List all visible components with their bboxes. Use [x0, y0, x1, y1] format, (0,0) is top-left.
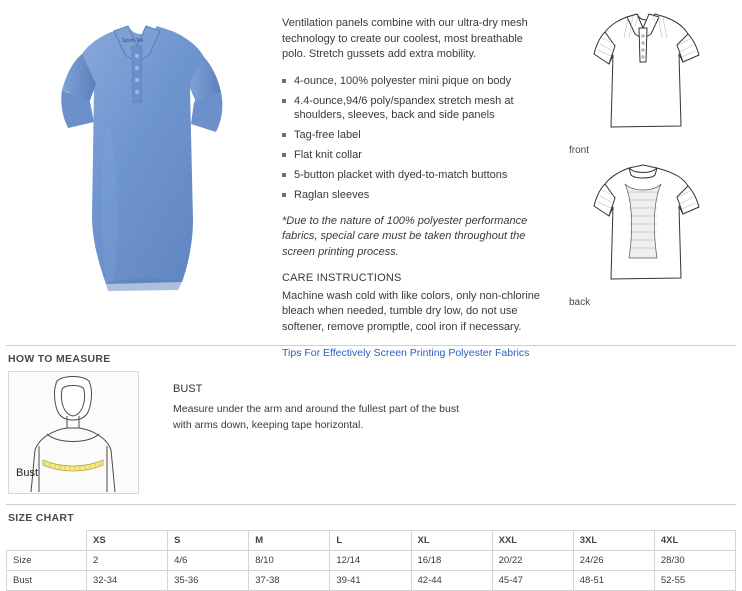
description-intro: Ventilation panels combine with our ultra-dry mesh technology to create our coolest, most breathable polo. Stretch gussets add extra mobility.	[282, 17, 528, 60]
back-sketch-caption: back	[569, 297, 591, 308]
column-header-s: S	[168, 531, 249, 551]
column-header-xl: XL	[411, 531, 492, 551]
care-instructions-heading: CARE INSTRUCTIONS	[282, 272, 402, 284]
cell-size-l: 12/14	[330, 551, 411, 571]
measure-heading: BUST	[173, 383, 203, 395]
feature-item: Tag-free label	[282, 128, 547, 142]
product-description	[282, 6, 547, 359]
column-header-xs: XS	[87, 531, 168, 551]
cell-bust-l: 39-41	[330, 571, 411, 591]
cell-bust-xl: 42-44	[411, 571, 492, 591]
bust-figure-label: Bust	[16, 467, 39, 479]
cell-size-3xl: 24/26	[573, 551, 654, 571]
column-header-3xl: 3XL	[573, 531, 654, 551]
back-view-sketch-icon	[565, 162, 715, 290]
column-header-l: L	[330, 531, 411, 551]
product-photo	[10, 10, 265, 320]
feature-item: 4-ounce, 100% polyester mini pique on body	[282, 74, 547, 88]
column-header-xxl: XXL	[492, 531, 573, 551]
row-label-bust: Bust	[7, 571, 87, 591]
brand-tag-text: Sport-Tek	[122, 38, 144, 44]
cell-bust-xxl: 45-47	[492, 571, 573, 591]
feature-item: Raglan sleeves	[282, 188, 547, 202]
measure-figure	[8, 371, 139, 494]
front-sketch-caption: front	[569, 145, 590, 156]
measure-text-line-2: with arms down, keeping tape horizontal.	[173, 419, 364, 431]
cell-bust-m: 37-38	[249, 571, 330, 591]
table-row	[7, 571, 736, 591]
care-instructions-text: Machine wash cold with like colors, only non-chlorine bleach when needed, tumble dry low, do not use softener, remove promptle, cool iron if necessary.	[282, 289, 541, 333]
column-header-blank	[7, 531, 87, 551]
front-view-sketch-icon	[565, 10, 715, 138]
cell-size-m: 8/10	[249, 551, 330, 571]
feature-item: 5-button placket with dyed-to-match buttons	[282, 168, 547, 182]
feature-item: Flat knit collar	[282, 148, 547, 162]
cell-bust-4xl: 52-55	[654, 571, 735, 591]
table-row	[7, 551, 736, 571]
cell-size-xs: 2	[87, 551, 168, 571]
measure-instructions	[139, 371, 459, 494]
cell-size-xxl: 20/22	[492, 551, 573, 571]
screen-printing-tips-link[interactable]: Tips For Effectively Screen Printing Polyester Fabrics	[282, 347, 530, 359]
cell-bust-xs: 32-34	[87, 571, 168, 591]
cell-bust-3xl: 48-51	[573, 571, 654, 591]
size-chart-wrapper	[0, 530, 742, 591]
table-header-row	[7, 531, 736, 551]
column-header-m: M	[249, 531, 330, 551]
polo-shirt-photo-image	[10, 10, 265, 322]
tape-measure	[43, 460, 103, 471]
feature-item: 4.4-ounce,94/6 poly/spandex stretch mesh at shoulders, sleeves, back and side panels	[282, 94, 547, 122]
back-sketch-block	[565, 162, 732, 308]
measure-text-line-1: Measure under the arm and around the fullest part of the bust	[173, 403, 460, 415]
how-to-measure-section	[0, 371, 742, 504]
row-label-size: Size	[7, 551, 87, 571]
cell-size-s: 4/6	[168, 551, 249, 571]
cell-bust-s: 35-36	[168, 571, 249, 591]
feature-list	[282, 74, 547, 202]
column-header-4xl: 4XL	[654, 531, 735, 551]
size-chart-title: SIZE CHART	[8, 512, 74, 524]
fabric-note: *Due to the nature of 100% polyester performance fabrics, special care must be taken throughout the screen printing process.	[282, 214, 528, 258]
product-photo-container	[0, 6, 282, 345]
front-sketch-block	[565, 10, 732, 156]
how-to-measure-title: HOW TO MEASURE	[8, 353, 111, 365]
size-chart-table	[6, 530, 736, 591]
cell-size-xl: 16/18	[411, 551, 492, 571]
technical-sketches	[547, 6, 732, 345]
cell-size-4xl: 28/30	[654, 551, 735, 571]
